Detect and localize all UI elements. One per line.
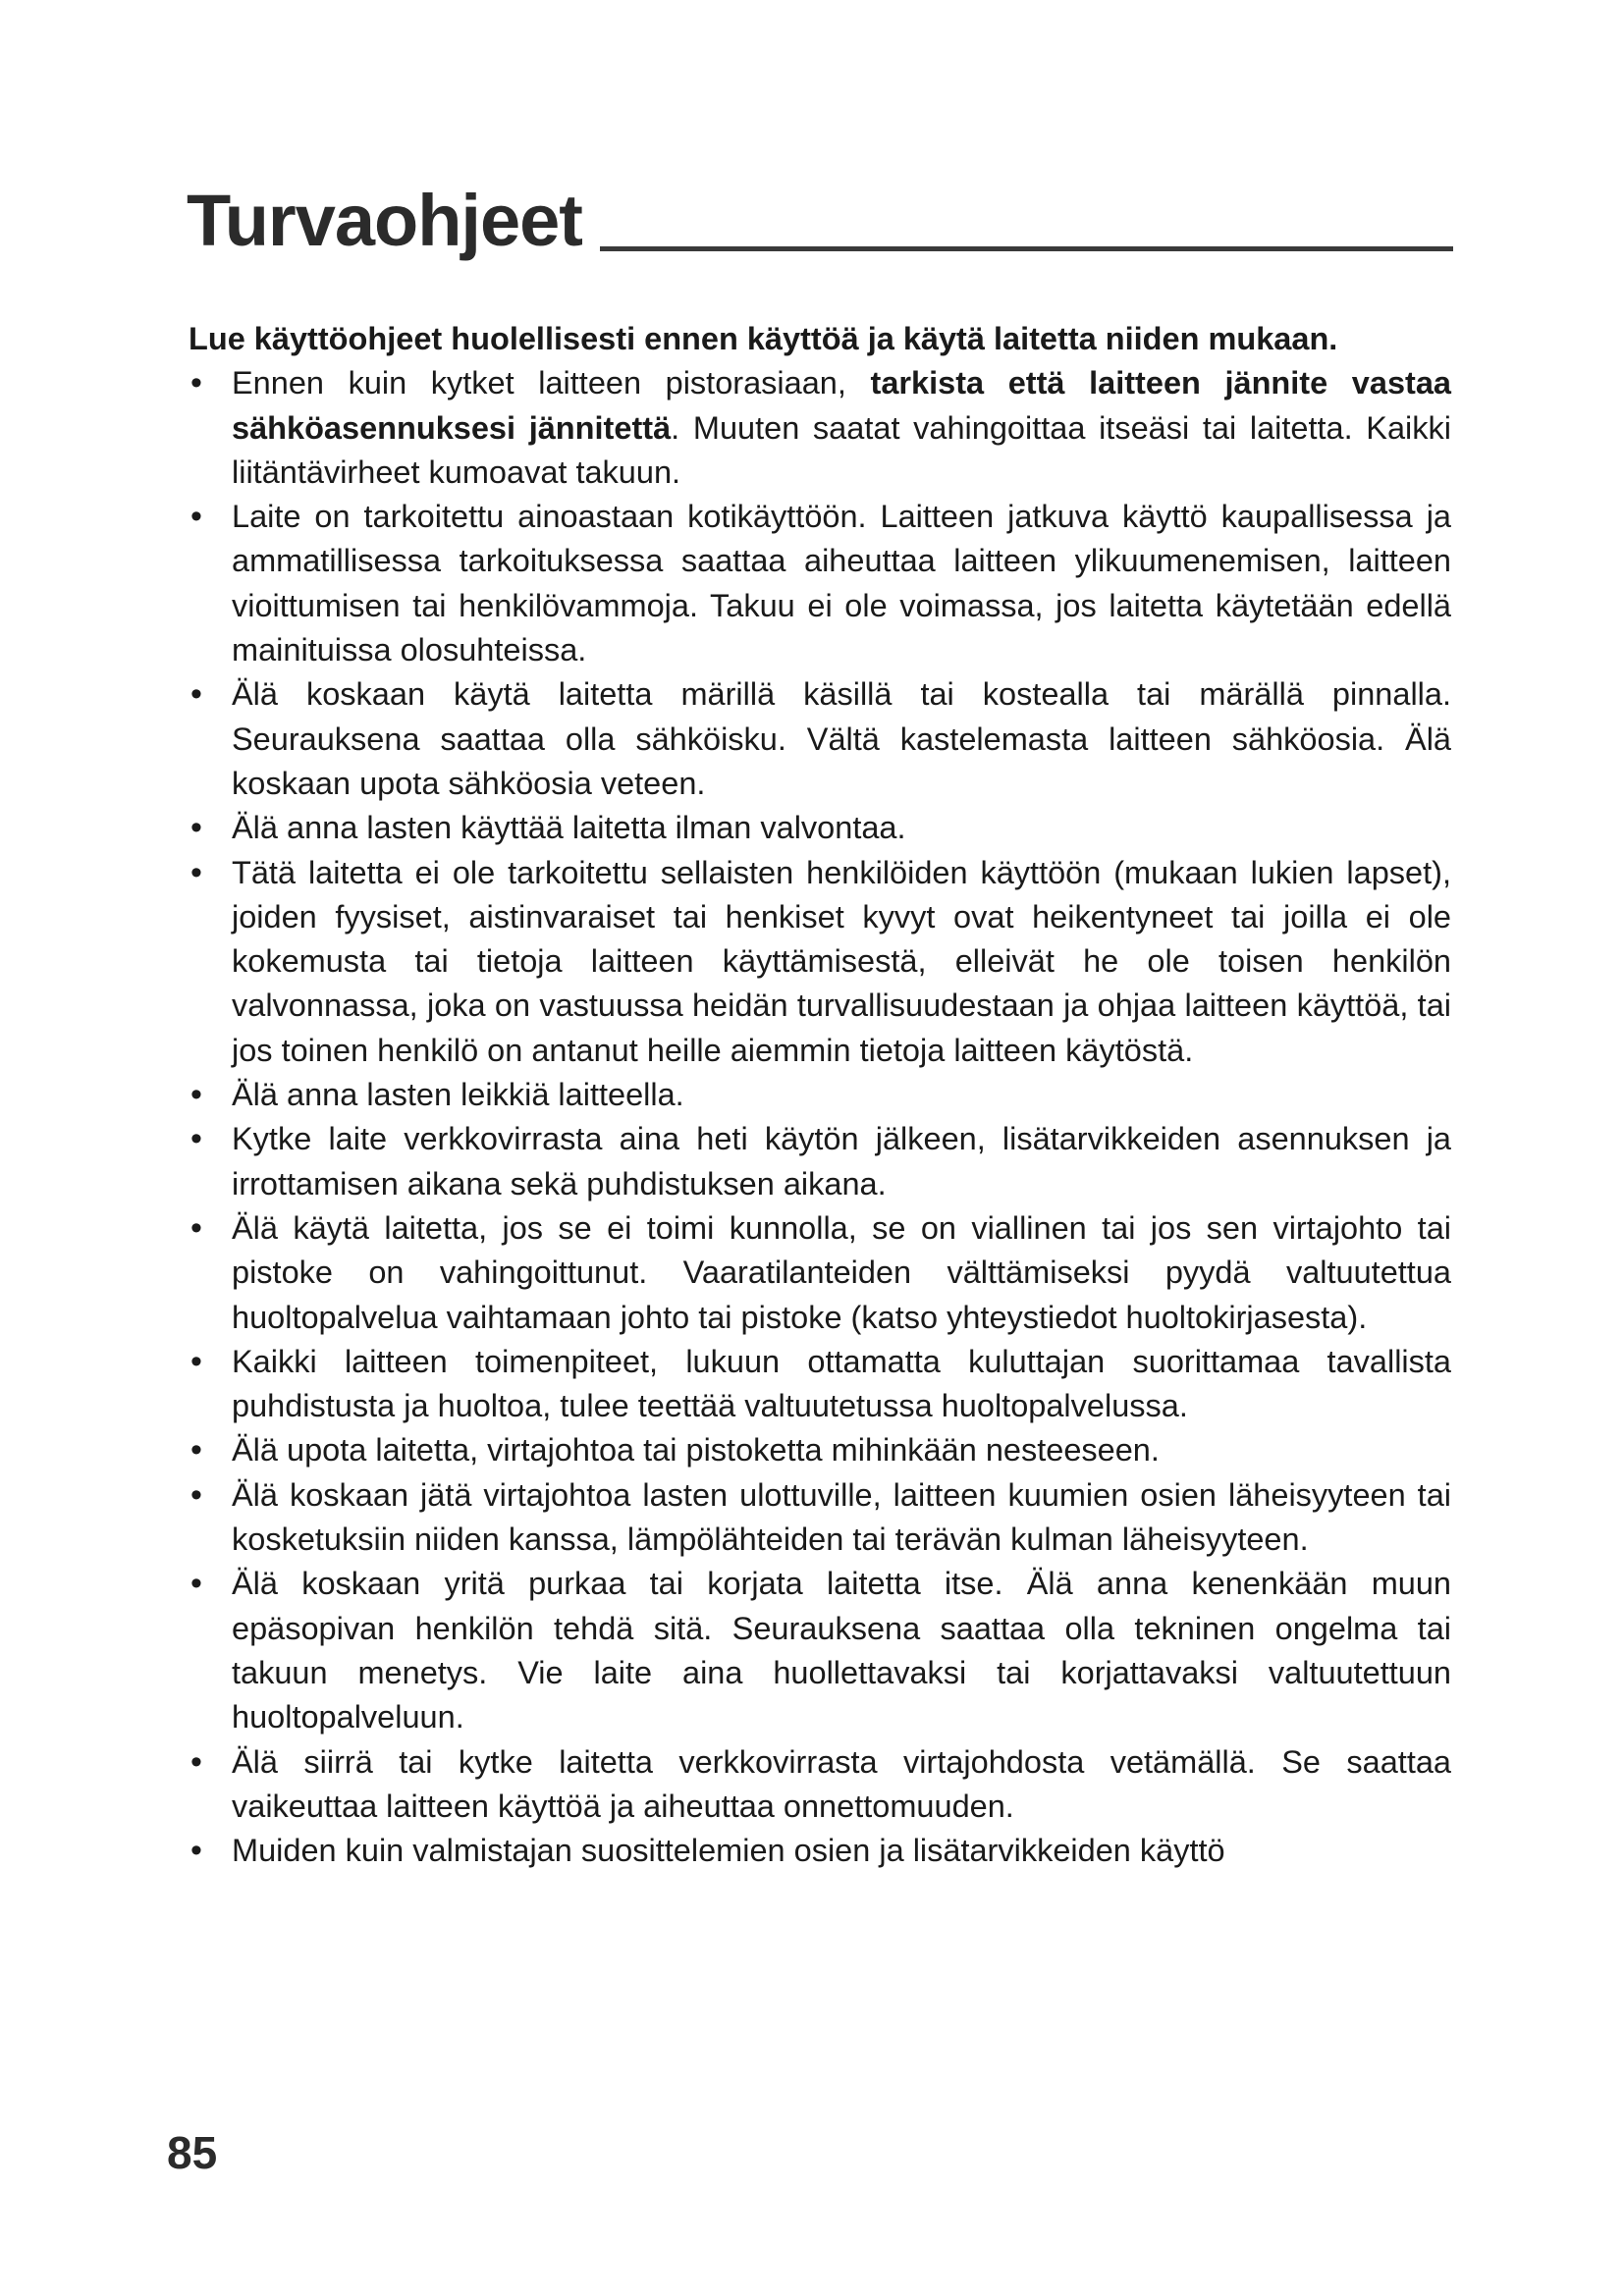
list-item: • Älä koskaan yritä purkaa tai korjata laitetta itse. Älä anna kenenkään muun epäsopivan henkilön tehdä sitä. Seurauksena saattaa olla tekninen ongelma tai takuun menetys. Vie laite aina huollettavaksi tai korjattavaksi valtuutettuun huoltopalveluun.	[189, 1562, 1451, 1739]
list-item: • Älä anna lasten leikkiä laitteella.	[189, 1073, 1451, 1117]
list-item	[189, 361, 1451, 495]
list-item: • Muiden kuin valmistajan suosittelemien osien ja lisätarvikkeiden käyttö	[189, 1829, 1451, 1873]
item-text: Ennen kuin kytket laitteen pistorasiaan,	[232, 365, 871, 401]
list-item: • Laite on tarkoitettu ainoastaan kotikäyttöön. Laitteen jatkuva käyttö kaupallisessa ja ammatillisessa tarkoituksessa saattaa aiheuttaa laitteen ylikuumenemisen, laitteen vioittumisen tai henkilövammoja. Takuu ei ole voimassa, jos laitetta käytetään edellä mainituissa olosuhteissa.	[189, 495, 1451, 672]
page-number: 85	[167, 2127, 218, 2178]
page-header	[187, 180, 1453, 261]
list-item: • Älä koskaan käytä laitetta märillä käsillä tai kostealla tai märällä pinnalla. Seurauksena saattaa olla sähköisku. Vältä kastelemasta laitteen sähköosia. Älä koskaan upota sähköosia veteen.	[189, 672, 1451, 806]
list-item: • Kaikki laitteen toimenpiteet, lukuun ottamatta kuluttajan suorittamaa tavallista puhdistusta ja huoltoa, tulee teettää valtuutetussa huoltopalvelussa.	[189, 1340, 1451, 1429]
title-rule-divider	[600, 246, 1453, 251]
safety-list	[189, 361, 1451, 1873]
page-title: Turvaohjeet	[187, 180, 582, 261]
safety-instructions	[189, 317, 1451, 1873]
list-item: • Älä käytä laitetta, jos se ei toimi kunnolla, se on viallinen tai jos sen virtajohto tai pistoke on vahingoittunut. Vaaratilanteiden välttämiseksi pyydä valtuutettua huoltopalvelua vaihtamaan johto tai pistoke (katso yhteystiedot huoltokirjasesta).	[189, 1206, 1451, 1340]
list-item: • Älä siirrä tai kytke laitetta verkkovirrasta virtajohdosta vetämällä. Se saattaa vaikeuttaa laitteen käyttöä ja aiheuttaa onnettomuuden.	[189, 1740, 1451, 1830]
list-item: • Älä upota laitetta, virtajohtoa tai pistoketta mihinkään nesteeseen.	[189, 1428, 1451, 1472]
intro-text: Lue käyttöohjeet huolellisesti ennen käyttöä ja käytä laitetta niiden mukaan.	[189, 321, 1338, 356]
list-item: • Älä anna lasten käyttää laitetta ilman valvontaa.	[189, 806, 1451, 850]
item-bold-text: tarkista että laitteen jännite vastaa sähköasennuksesi jännitettä	[232, 365, 1451, 446]
list-item: • Kytke laite verkkovirrasta aina heti käytön jälkeen, lisätarvikkeiden asennuksen ja irrottamisen aikana sekä puhdistuksen aikana.	[189, 1117, 1451, 1206]
item-text: . Muuten saatat vahingoittaa itseäsi tai laitetta. Kaikki liitäntävirheet kumoavat takuun.	[232, 409, 1451, 490]
list-item: • Älä koskaan jätä virtajohtoa lasten ulottuville, laitteen kuumien osien läheisyyteen tai kosketuksiin niiden kanssa, lämpölähteiden tai terävän kulman läheisyyteen.	[189, 1473, 1451, 1563]
list-item: • Tätä laitetta ei ole tarkoitettu sellaisten henkilöiden käyttöön (mukaan lukien lapset), joiden fyysiset, aistinvaraiset tai henkiset kyvyt ovat heikentyneet tai joilla ei ole kokemusta tai tietoja laitteen käyttämisestä, elleivät he ole toisen henkilön valvonnassa, joka on vastuussa heidän turvallisuudestaan ja ohjaa laitteen käyttöä, tai jos toinen henkilö on antanut heille aiemmin tietoja laitteen käytöstä.	[189, 851, 1451, 1073]
